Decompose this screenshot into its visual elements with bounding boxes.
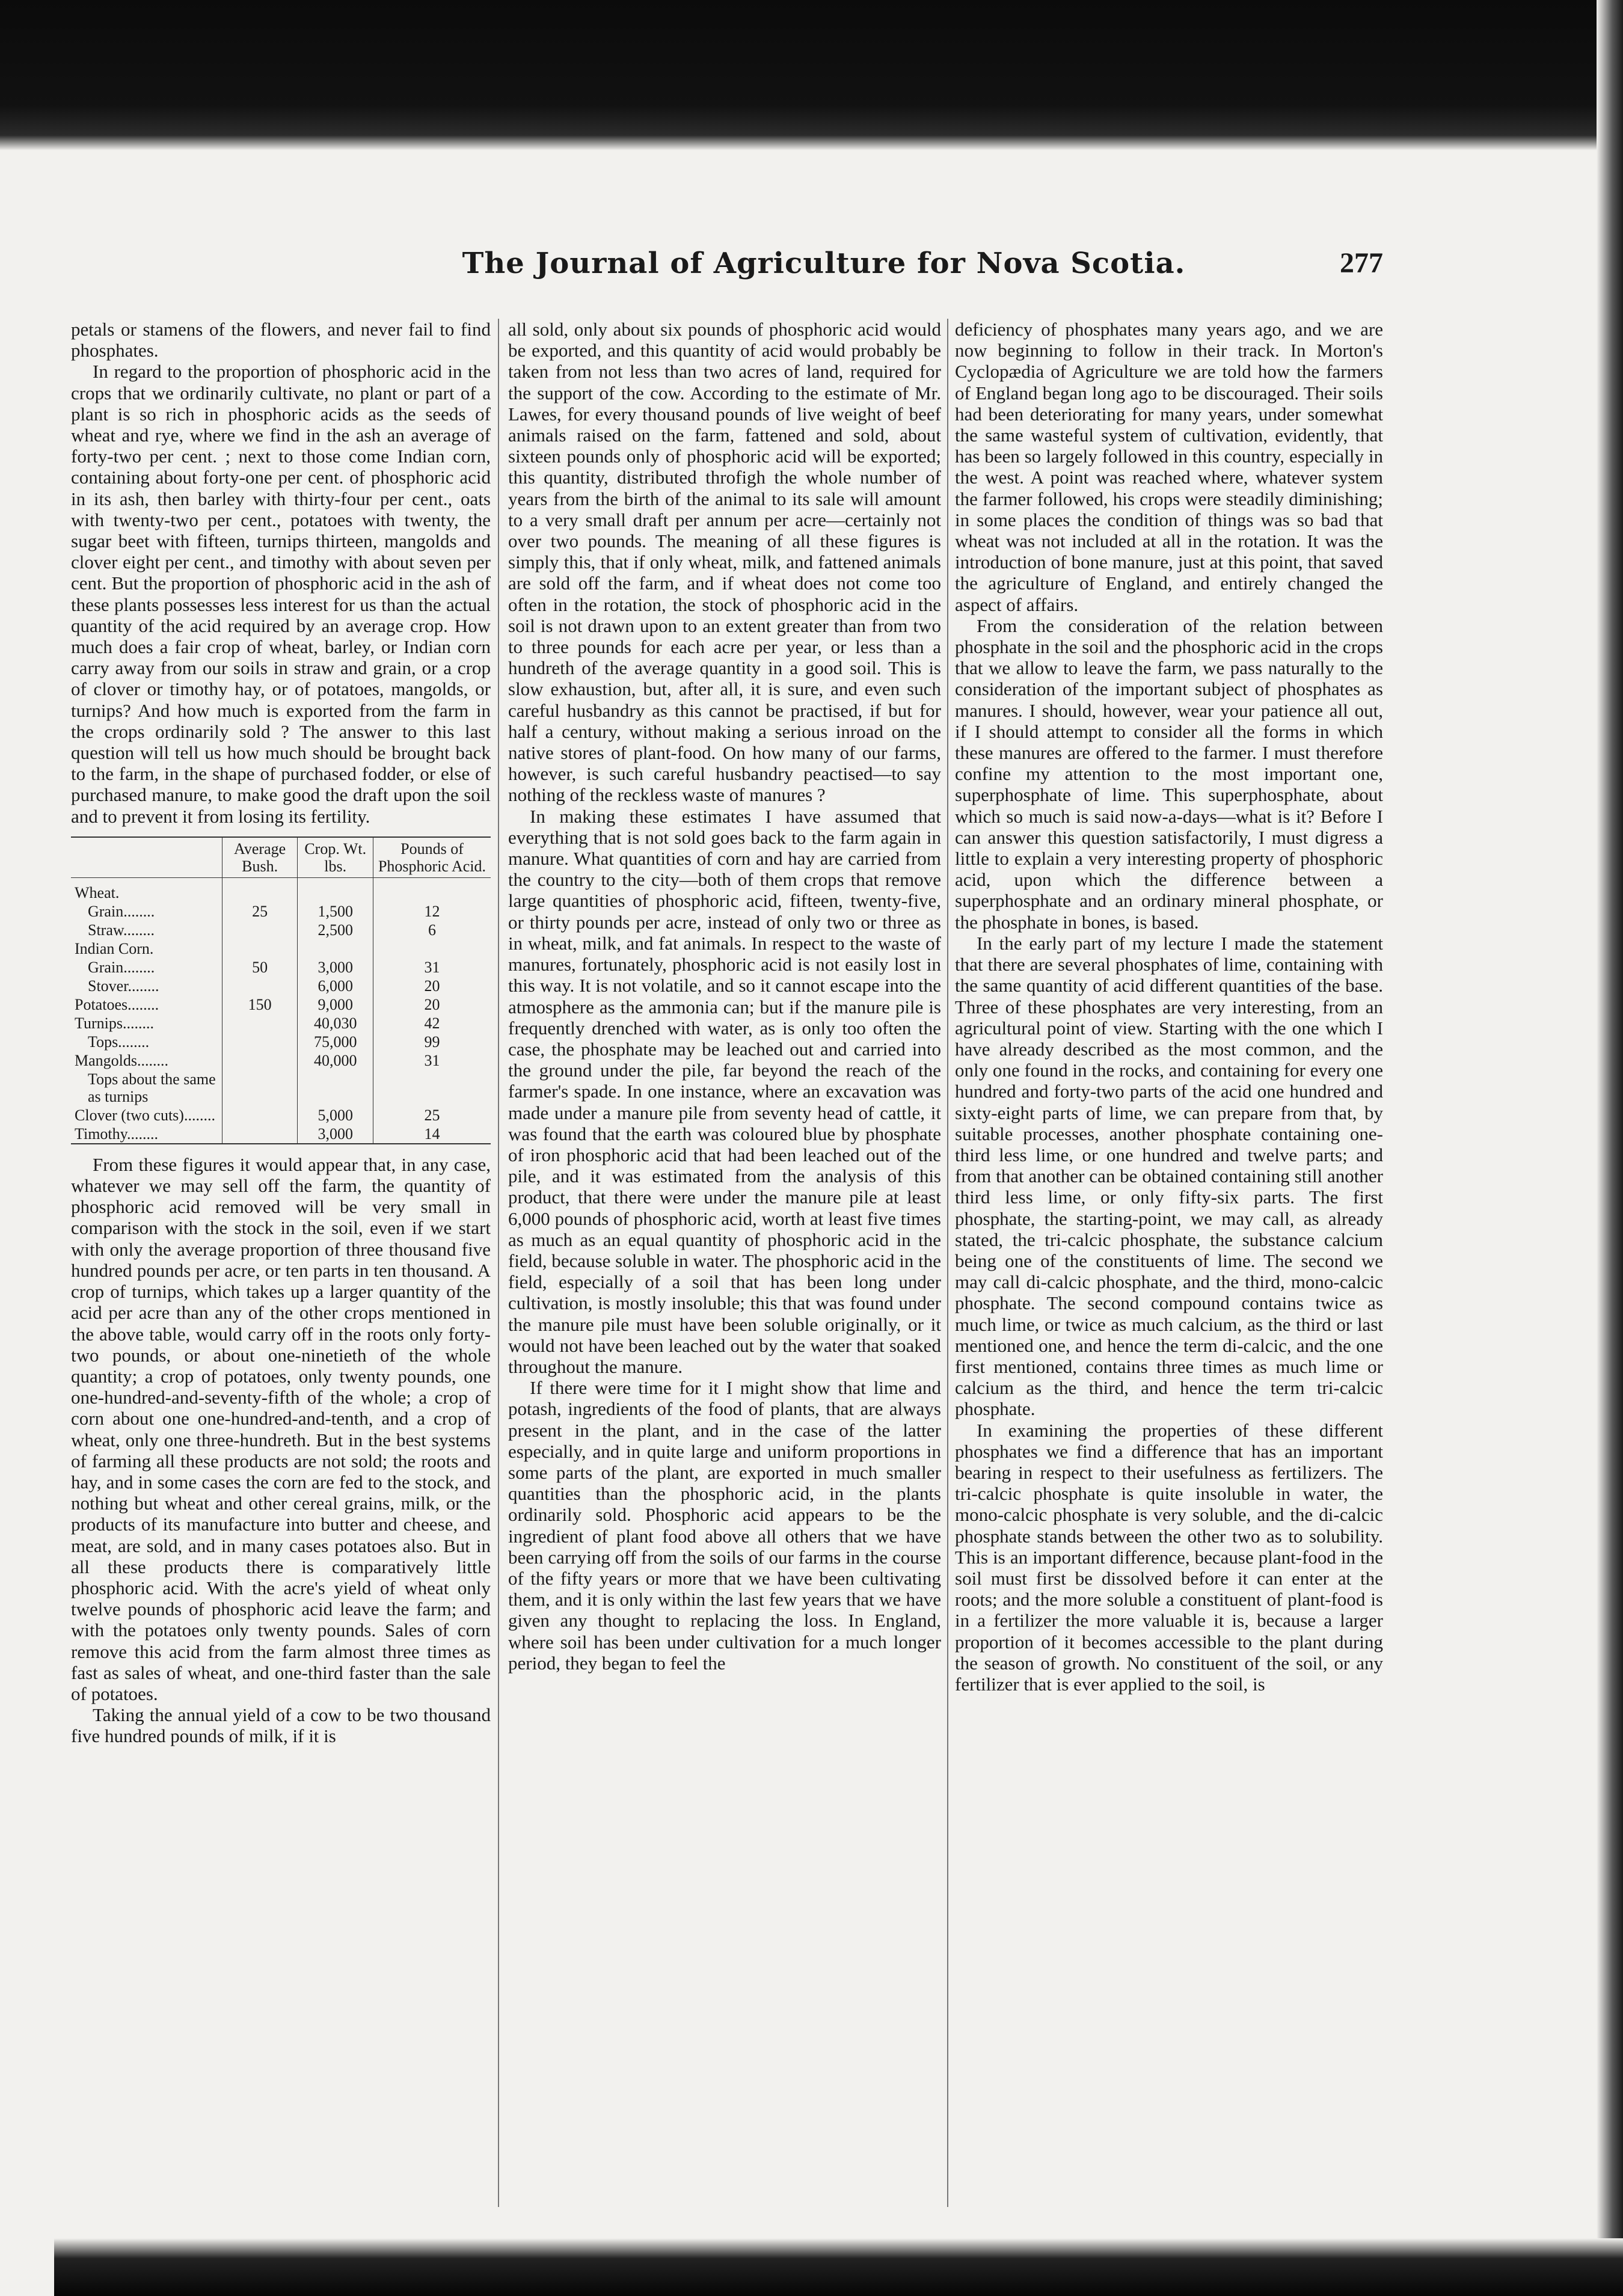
table-cell: 75,000 xyxy=(298,1033,373,1051)
table-cell xyxy=(222,921,298,939)
table-cell: Timothy........ xyxy=(75,1125,158,1143)
table-row xyxy=(71,1051,491,1070)
table-cell: Straw........ xyxy=(88,921,155,939)
table-cell: 2,500 xyxy=(298,921,373,939)
column-3 xyxy=(955,319,1383,2201)
table-cell: 99 xyxy=(373,1033,491,1051)
table-cell xyxy=(373,1070,491,1106)
table-header-cell: Pounds of Phosphoric Acid. xyxy=(373,837,491,878)
table-cell: 12 xyxy=(373,902,491,921)
table-cell: Indian Corn. xyxy=(75,939,154,957)
paragraph: In regard to the proportion of phosphoric acid in the crops that we ordinarily cultivate, no plant or part of a plant is so rich in phosphoric acids as the seeds of wheat and rye, where we find in the ash an average of forty-two per cent. ; next to those come Indian corn, containing about forty-one per cent. of phosphoric acid in its ash, then barley with thirty-four per cent., oats with twenty-two per cent., potatoes with twenty, the sugar beet with fifteen, turnips thirteen, mangolds and clover eight per cent., and timothy with about seven per cent. But the proportion of phosphoric acid in the ash of these plants possesses less interest for us than the actual quantity of the acid required by an average crop. How much does a fair crop of wheat, barley, or Indian corn carry away from our soils in straw and grain, or a crop of clover or timothy hay, or of potatoes, mangolds, or turnips? And how much is exported from the farm in the crops ordinarily sold ? The answer to this last question will tell us how much should be brought back to the farm, in the shape of purchased fodder, or else of purchased manure, to make good the draft upon the soil and to prevent it from losing its fertility. xyxy=(71,361,491,827)
paragraph: If there were time for it I might show that lime and potash, ingredients of the food of plants, that are always present in the plant, and in the case of the latter especially, and in quite large and uniform proportions in some parts of the plant, are exported in much smaller quantities than the phosphoric acid, in the plants ordinarily sold. Phosphoric acid appears to be the ingredient of plant food above all others that we have been carrying off from the soils of our farms in the course of the fifty years or more that we have been cultivating them, and it is only within the last few years that we have given any thought to replacing the loss. In England, where soil has been under cultivation for a much longer period, they began to feel the xyxy=(508,1377,941,1674)
table-cell xyxy=(222,977,298,995)
table-cell: 6,000 xyxy=(298,977,373,995)
paragraph: Taking the annual yield of a cow to be two thousand five hundred pounds of milk, if it is xyxy=(71,1704,491,1747)
table-cell: 6 xyxy=(373,921,491,939)
table-cell: Stover........ xyxy=(88,977,159,995)
table-row xyxy=(71,1070,491,1106)
scan-border-top xyxy=(0,0,1623,150)
table-cell: 50 xyxy=(222,958,298,977)
table-cell: Turnips........ xyxy=(75,1014,154,1032)
paragraph: From the consideration of the relation between phosphate in the soil and the phosphoric acid in the crops that we allow to leave the farm, we pass naturally to the consideration of the important subject of phosphates as manures. I should, however, wear your patience all out, if I should attempt to consider all the forms in which these manures are offered to the farmer. I must therefore confine my attention to the most important one, superphosphate of lime. This superphosphate, about which so much is said now-a-days—what is it? Before I can answer this question satisfactorily, I must digress a little to explain a very interesting property of phosphoric acid, upon which the difference between a superphosphate and an ordinary mineral phosphate, or the phosphate in bones, is based. xyxy=(955,615,1383,933)
table-row xyxy=(71,995,491,1014)
table-cell xyxy=(298,939,373,958)
scan-border-right xyxy=(1597,0,1623,2296)
table-cell xyxy=(222,1014,298,1033)
journal-title: The Journal of Agriculture for Nova Scotia. xyxy=(462,247,1186,280)
table-cell: Potatoes........ xyxy=(75,995,159,1013)
table-cell: 150 xyxy=(222,995,298,1014)
column-2 xyxy=(508,319,941,2201)
table-cell xyxy=(222,1070,298,1106)
table-cell: 20 xyxy=(373,977,491,995)
table-cell: 25 xyxy=(373,1106,491,1125)
table-cell xyxy=(222,1051,298,1070)
paragraph: deficiency of phosphates many years ago, and we are now beginning to follow in their track. In Morton's Cyclopædia of Agriculture we are told how the farmers of England began long ago to be discouraged. Their soils had been deteriorating for many years, under somewhat the same wasteful system of cultivation, evidently, that has been so largely followed in this country, especially in the west. A point was reached where, whatever system the farmer followed, his crops were steadily diminishing; in some places the condition of things was so bad that wheat was not included at all in the rotation. It was the introduction of bone manure, just at this point, that saved the agriculture of England, and entirely changed the aspect of affairs. xyxy=(955,319,1383,615)
table-cell: 3,000 xyxy=(298,958,373,977)
table-header-cell xyxy=(71,837,222,878)
table-row xyxy=(71,877,491,902)
table-cell: 20 xyxy=(373,995,491,1014)
paragraph: From these figures it would appear that, in any case, whatever we may sell off the farm, the quantity of phosphoric acid removed will be very small in comparison with the stock in the soil, even if we start with only the average proportion of three thousand five hundred pounds per acre, or ten parts in ten thousand. A crop of turnips, which takes up a larger quantity of the acid per acre than any of the other crops mentioned in the above table, would carry off in the roots only forty-two pounds, or about one-ninetieth of the whole quantity; a crop of potatoes, only twenty pounds, one one-hundred-and-seventy-fifth of the whole; a crop of corn about one one-hundred-and-tenth, and a crop of wheat, only one three-hundreth. But in the best systems of farming all these products are not sold; the roots and hay, and in some cases the corn are fed to the stock, and nothing but wheat and other cereal grains, milk, or the products of its manufacture into butter and cheese, and meat, are sold, and in many cases potatoes also. But in all these products there is comparatively little phosphoric acid. With the acre's yield of wheat only twelve pounds of phosphoric acid leave the farm; and with the potatoes only twenty pounds. Sales of corn remove this acid from the farm almost three times as fast as sales of wheat, and one-third faster than the sale of potatoes. xyxy=(71,1153,491,1704)
table-cell: 40,000 xyxy=(298,1051,373,1070)
table-cell: Clover (two cuts)........ xyxy=(75,1106,215,1124)
running-header xyxy=(0,247,1623,289)
table-cell xyxy=(222,1033,298,1051)
table-cell xyxy=(373,939,491,958)
column-rule-1 xyxy=(498,319,499,2207)
table-cell: 42 xyxy=(373,1014,491,1033)
scan-border-bottom xyxy=(54,2238,1623,2296)
table-row xyxy=(71,939,491,958)
page-number: 277 xyxy=(1340,247,1383,279)
table-row xyxy=(71,902,491,921)
table-cell xyxy=(222,939,298,958)
paragraph: In examining the properties of these different phosphates we find a difference that has an important bearing in respect to their usefulness as fertilizers. The tri-calcic phosphate is quite insoluble in water, the mono-calcic phosphate is very soluble, and the di-calcic phosphate stands between the other two as to solubility. This is an important difference, because plant-food in the soil must first be dissolved before it can enter at the roots; and the more soluble a constituent of plant-food is in a fertilizer the more valuable it is, because a larger proportion of it becomes accessible to the plant during the season of growth. No constituent of the soil, or any fertilizer that is ever applied to the soil, is xyxy=(955,1419,1383,1695)
table-header-row xyxy=(71,837,491,878)
table-cell: 1,500 xyxy=(298,902,373,921)
table-row xyxy=(71,1033,491,1051)
table-row xyxy=(71,1106,491,1125)
table-cell: Wheat. xyxy=(75,883,120,901)
table-cell: Grain........ xyxy=(88,958,155,976)
column-1 xyxy=(71,319,491,2201)
table-row xyxy=(71,1014,491,1033)
table-row xyxy=(71,1125,491,1144)
table-row xyxy=(71,921,491,939)
table-cell: 31 xyxy=(373,958,491,977)
paragraph: all sold, only about six pounds of phosphoric acid would be exported, and this quantity of acid would probably be taken from not less than two acres of land, required for the support of the cow. According to the estimate of Mr. Lawes, for every thousand pounds of live weight of beef animals raised on the farm, fattened and sold, about sixteen pounds only of phosphoric acid will be exported; this quantity, distributed throfigh the whole number of years from the birth of the animal to its sale will amount to a very small draft per annum per acre—certainly not over two pounds. The meaning of all these figures is simply this, that if only wheat, milk, and fattened animals are sold off the farm, and if wheat does not come too often in the rotation, the stock of phosphoric acid in the soil is not drawn upon to an extent greater than from two to three pounds for each acre per year, or less than a hundreth of the average quantity in a good soil. This is slow exhaustion, but, after all, it is sure, and even such careful husbandry as this cannot be practised, if but for half a century, without making a serious inroad on the native stores of plant-food. On how many of our farms, however, is such careful husbandry peactised—to say nothing of the reckless waste of manures ? xyxy=(508,319,941,806)
table-cell: 5,000 xyxy=(298,1106,373,1125)
table-row xyxy=(71,958,491,977)
table-cell: 9,000 xyxy=(298,995,373,1014)
table-cell: 31 xyxy=(373,1051,491,1070)
table-cell: Mangolds........ xyxy=(75,1051,168,1069)
table-cell: Tops........ xyxy=(88,1033,150,1051)
paragraph: In the early part of my lecture I made the statement that there are several phosphates of lime, containing with the same quantity of acid different quantities of the base. Three of these phosphates are very interesting, from an agricultural point of view. Starting with the one which I have already described as the most common, and the only one found in the rocks, and containing for every one hundred and forty-two parts of the acid one hundred and sixty-eight parts of lime, we can prepare from that, by suitable processes, another phosphate containing one-third less lime, or one hundred and twelve parts; and from that another can be obtained containing still another third less lime, or only fifty-six parts. The first phosphate, the starting-point, we may call, as already stated, the tri-calcic phosphate, the substance calcium being one of the constituents of lime. The second we may call di-calcic phosphate, and the third, mono-calcic phosphate. The second compound contains twice as much lime, or twice as much calcium, as the third or last mentioned one, and hence the term di-calcic, and the one first mentioned, contains three times as much lime or calcium as the third, and hence the term tri-calcic phosphate. xyxy=(955,932,1383,1420)
table-row xyxy=(71,977,491,995)
paragraph: petals or stamens of the flowers, and never fail to find phosphates. xyxy=(71,319,491,361)
table-cell xyxy=(298,877,373,902)
table-cell xyxy=(298,1070,373,1106)
phosphoric-acid-table xyxy=(71,836,491,1144)
table-cell: 25 xyxy=(222,902,298,921)
paragraph: In making these estimates I have assumed that everything that is not sold goes back to the farm again in manure. What quantities of corn and hay are carried from the country to the city—both of them crops that remove large quantities of phosphoric acid, fifteen, twenty-five, or thirty pounds per acre, instead of only two or three as in wheat, milk, and fat animals. In respect to the waste of manures, fortunately, phosphoric acid is not easily lost in this way. It is not volatile, and so it cannot escape into the atmosphere as the ammonia can; but if the manure pile is frequently drenched with water, as is only too often the case, the phosphate may be leached out and carried into the ground under the pile, far beyond the reach of the farmer's spade. In one instance, where an excavation was made under a manure pile from seventy head of cattle, it was found that the earth was coloured blue by phosphate of iron phosphoric acid that had been leached out of the pile, and it was estimated from the analysis of this product, that there were under the manure pile at least 6,000 pounds of phosphoric acid, worth at least five times as much as an equal quantity of phosphoric acid in the field, because soluble in water. The phosphoric acid in the field, especially of a soil that has been long under cultivation, is mostly insoluble; this that was found under the manure pile must have been soluble originally, or it would not have been leached out by the water that soaked throughout the manure. xyxy=(508,805,941,1377)
column-rule-2 xyxy=(947,319,948,2207)
table-header-cell: Average Bush. xyxy=(222,837,298,878)
table-cell: 3,000 xyxy=(298,1125,373,1144)
table-cell xyxy=(373,877,491,902)
table-cell: Tops about the same as turnips xyxy=(88,1070,216,1105)
table-cell: 14 xyxy=(373,1125,491,1144)
table-cell: Grain........ xyxy=(88,902,155,920)
table-header-cell: Crop. Wt. lbs. xyxy=(298,837,373,878)
table-cell: 40,030 xyxy=(298,1014,373,1033)
table-cell xyxy=(222,1125,298,1144)
table-cell xyxy=(222,1106,298,1125)
table-cell xyxy=(222,877,298,902)
